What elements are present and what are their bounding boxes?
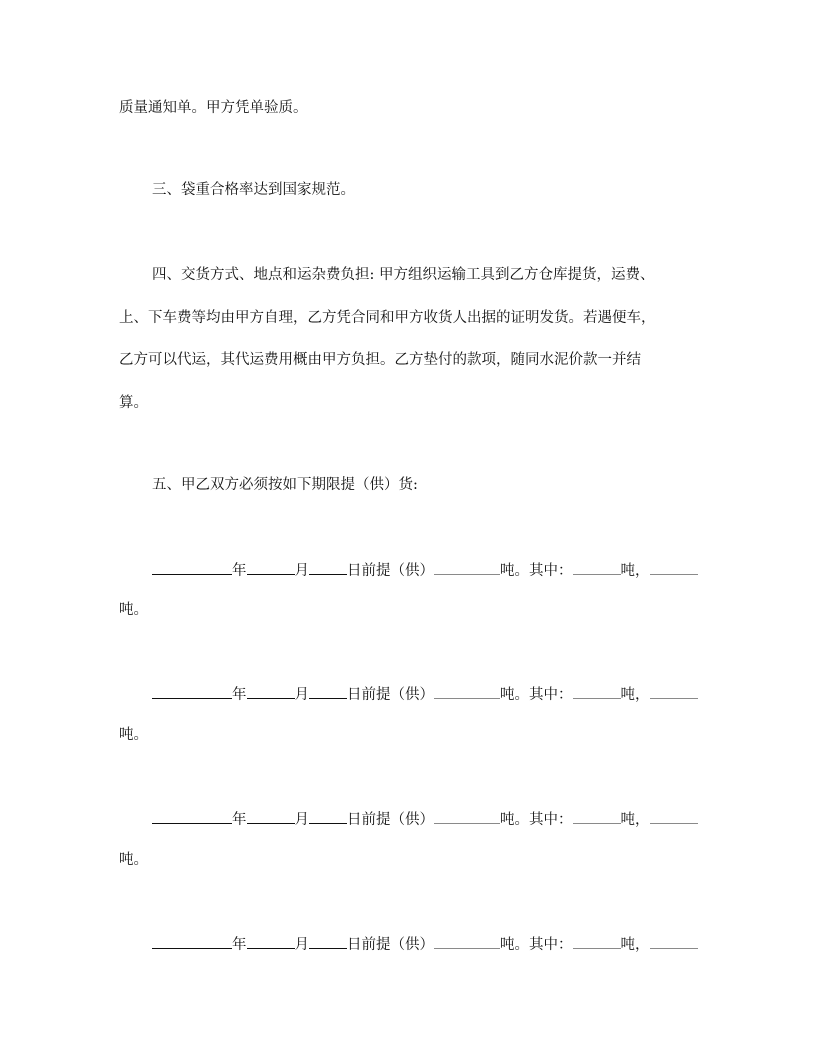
sub-tonnage-blank[interactable] — [573, 558, 621, 575]
year-label: 年 — [232, 937, 247, 953]
day-blank[interactable] — [309, 807, 347, 824]
sub-tonnage-blank[interactable] — [650, 807, 698, 824]
ton-main-label: 吨。其中： — [500, 937, 573, 953]
ton-comma-label: 吨， — [620, 563, 650, 579]
tonnage-blank[interactable] — [434, 932, 500, 949]
day-label: 日前提（供） — [347, 812, 434, 828]
schedule-row — [152, 682, 698, 705]
schedule-row — [152, 807, 698, 830]
month-label: 月 — [294, 563, 309, 579]
tonnage-blank[interactable] — [434, 682, 500, 699]
clause-5: 五、甲乙双方必须按如下期限提（供）货: — [152, 477, 418, 493]
clause-3: 三、袋重合格率达到国家规范。 — [152, 182, 355, 198]
month-blank[interactable] — [247, 807, 295, 824]
ton-main-label: 吨。其中： — [500, 563, 573, 579]
schedule-row-end: 吨。 — [119, 602, 148, 618]
schedule-row-end: 吨。 — [119, 727, 148, 743]
tonnage-blank[interactable] — [434, 558, 500, 575]
sub-tonnage-blank[interactable] — [573, 807, 621, 824]
clause-4-line-2: 上、下车费等均由甲方自理，乙方凭合同和甲方收货人出据的证明发货。若遇便车， — [119, 310, 656, 326]
schedule-row — [152, 558, 698, 581]
sub-tonnage-blank[interactable] — [573, 932, 621, 949]
ton-comma-label: 吨， — [620, 687, 650, 703]
month-label: 月 — [294, 812, 309, 828]
day-blank[interactable] — [309, 932, 347, 949]
month-blank[interactable] — [247, 682, 295, 699]
clause-4-line-3: 乙方可以代运，其代运费用概由甲方负担。乙方垫付的款项，随同水泥价款一并结 — [119, 352, 641, 368]
year-blank[interactable] — [152, 682, 232, 699]
day-blank[interactable] — [309, 682, 347, 699]
sub-tonnage-blank[interactable] — [650, 932, 698, 949]
sub-tonnage-blank[interactable] — [650, 682, 698, 699]
year-label: 年 — [232, 812, 247, 828]
year-label: 年 — [232, 687, 247, 703]
day-label: 日前提（供） — [347, 687, 434, 703]
year-blank[interactable] — [152, 807, 232, 824]
sub-tonnage-blank[interactable] — [573, 682, 621, 699]
clause-4-line-1: 四、交货方式、地点和运杂费负担: 甲方组织运输工具到乙方仓库提货，运费、 — [152, 267, 655, 283]
year-blank[interactable] — [152, 558, 232, 575]
schedule-row — [152, 932, 698, 955]
sub-tonnage-blank[interactable] — [650, 558, 698, 575]
tonnage-blank[interactable] — [434, 807, 500, 824]
month-blank[interactable] — [247, 558, 295, 575]
ton-main-label: 吨。其中： — [500, 812, 573, 828]
day-blank[interactable] — [309, 558, 347, 575]
schedule-row-end: 吨。 — [119, 852, 148, 868]
day-label: 日前提（供） — [347, 563, 434, 579]
ton-comma-label: 吨， — [620, 937, 650, 953]
year-label: 年 — [232, 563, 247, 579]
clause-4-line-4: 算。 — [119, 395, 148, 411]
ton-main-label: 吨。其中： — [500, 687, 573, 703]
paragraph-quality-notice: 质量通知单。甲方凭单验质。 — [119, 100, 308, 116]
month-label: 月 — [294, 937, 309, 953]
ton-comma-label: 吨， — [620, 812, 650, 828]
year-blank[interactable] — [152, 932, 232, 949]
day-label: 日前提（供） — [347, 937, 434, 953]
month-label: 月 — [294, 687, 309, 703]
month-blank[interactable] — [247, 932, 295, 949]
